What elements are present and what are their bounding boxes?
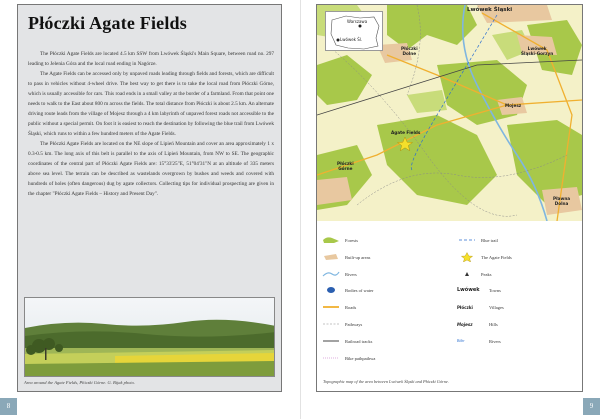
legend-item-villages: Płóczki Villages [457, 304, 504, 310]
map-label-lwowek-slaski: Lwówek Śląski [467, 7, 513, 13]
legend-item-towns: Lwówek Towns [457, 287, 501, 293]
topographic-map [317, 5, 582, 221]
paragraph: The Agate Fields can be accessed only by unpaved roads leading through fields and forests, which are difficult to pass in vehicles without 4-wheel drive. The best way to get there is to take the local road from Płóczki Górne, which is usually accessible for cars. This road ends in a small valley at the border of a farmland. From that point one needs to walk to the East about 800 m across the fields. The total distance from Płóczki is about 2.5 km. An alternate driving route leads from the village of Mojesz through a 4 km labyrinth of unpaved forest roads not accessible to the public without a special permit. On foot it is easiest to reach the destination by following the blue trail from Lwówek Śląski, which runs to within a few hundred meters of the Agate Fields. [28, 71, 274, 137]
article-body [28, 49, 274, 199]
map-label-lwowek-gorzyn: Lwówek Śląski-Gorzyn [521, 46, 554, 56]
star-icon [458, 252, 476, 262]
paragraph: The Płóczki Agate Fields are located on the NE slope of Lipień Mountain and cover an area approximately 1 x 0.3-0.5 km. The long axis of this belt is parallel to the axis of Lipień Mountain, from NW to SE. The geographic coordinates of the central part of Płóczki Agate Fields are: 15°33'25"E, 51°04'31"N at an altitude of 335 meters above sea level. The terrain can be described as wastelands overgrown by bushes and weeds and covered with hundreds of holes (often dangerous) dug by agate collectors. Collecting tips for individual prospecting are given in the chapter "Płóczki Agate Fields – History and Present Day". [28, 141, 274, 197]
legend-item-pathways: Pathways [345, 321, 363, 327]
map-caption: Topographic map of the area between Lwówek Śląski and Płóczki Górne. [323, 379, 449, 384]
article-frame [17, 4, 282, 392]
legend-item-agate-fields: The Agate Fields [457, 252, 512, 262]
inset-label-warsaw: Warszawa [347, 19, 368, 24]
legend-item-river-names: Bóbr Rivers [457, 338, 501, 344]
legend-item-roads: Roads [345, 304, 357, 310]
location-inset-map [325, 11, 383, 51]
legend-item-water: Bodies of water [321, 285, 374, 295]
map-label-mojesz: Mojesz [505, 103, 522, 108]
inset-label-lwowek: Lwówek Śl. [340, 37, 363, 42]
map-label-plawna-dolna: Pławna Dolna [553, 196, 571, 206]
photo-caption: Area around the Agate Fields, Płóczki Górne. G. Bijak photo. [24, 380, 135, 385]
legend-item-peaks: Peaks [457, 269, 492, 279]
legend-item-built-up: Built-up areas [321, 252, 370, 262]
map-label-agate-fields: Agate Fields [391, 130, 421, 135]
page-title: Płóczki Agate Fields [28, 13, 187, 33]
legend-item-hills: Mojesz Hills [457, 321, 498, 327]
map-label-ploczki-dolne: Płóczki Dolne [401, 46, 418, 56]
legend-item-bike: Bike pathpathwa [345, 355, 376, 361]
paragraph: The Płóczki Agate Fields are located 4.5 km SSW from Lwówek Śląski's Main Square, between road no. 297 leading to Jelenia Góra and the local road ending in Nagórze. [28, 51, 274, 67]
map-label-ploczki-gorne: Płóczki Górne [337, 161, 354, 171]
map-frame [316, 4, 583, 392]
legend-item-railroad: Railroad tracks [345, 338, 373, 344]
right-page [300, 0, 600, 419]
legend-item-rivers: Rivers [321, 269, 357, 279]
page-number: 9 [583, 398, 600, 415]
landscape-photo [24, 297, 275, 377]
page-number: 8 [0, 398, 17, 415]
map-legend [317, 235, 582, 365]
legend-item-blue-trail: Blue trail [481, 237, 498, 243]
legend-item-forests: Forests [321, 235, 358, 245]
